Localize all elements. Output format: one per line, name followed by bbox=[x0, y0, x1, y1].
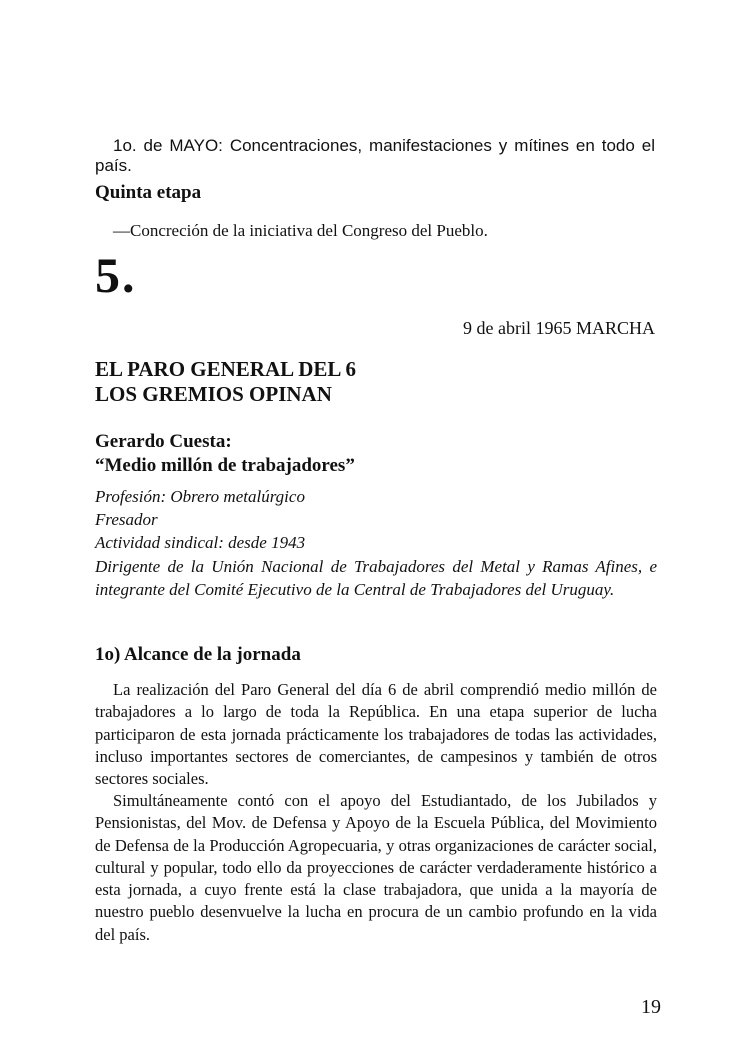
intro-line: 1o. de MAYO: Concentraciones, manifestaciones y mítines en todo el país. bbox=[95, 136, 655, 175]
dateline: 9 de abril 1965 MARCHA bbox=[463, 318, 655, 338]
paragraph-1: La realización del Paro General del día 6 de abril comprendió medio millón de trabajadores a lo largo de toda la República. En una etapa superior de lucha participaron de esta jornada prácticamente los trabajadores de todas las actividades, incluso importantes sectores de comerciantes, de campesinos y también de otros sectores sociales. bbox=[95, 680, 657, 789]
bio-trade: Fresador bbox=[95, 510, 158, 529]
bio-leadership: Dirigente de la Unión Nacional de Trabajadores del Metal y Ramas Afines, e integrante del Comité Ejecutivo de la Central de Trabajadores del Uruguay. bbox=[95, 557, 657, 599]
bio-union-activity: Actividad sindical: desde 1943 bbox=[95, 533, 306, 552]
speaker-name: Gerardo Cuesta: bbox=[95, 431, 232, 452]
paragraph-2: Simultáneamente contó con el apoyo del Estudiantado, de los Jubilados y Pensionistas, del Mov. de Defensa y Apoyo de la Escuela Pública, del Movimiento de Defensa de la Producción Agropecuaria, y otras organizaciones de carácter social, cultural y popular, todo ello da proyecciones de carácter verdaderamente histórico a esta jornada, a cuyo frente está la clase trabajadora, que unida a la mayoría de nuestro pueblo desenvuelve la lucha en procura de un cambio profundo en la vida del país. bbox=[95, 791, 657, 944]
stage-heading: Quinta etapa bbox=[95, 182, 202, 203]
stage-item: —Concreción de la iniciativa del Congreso del Pueblo. bbox=[113, 221, 488, 240]
article-title-line2: LOS GREMIOS OPINAN bbox=[95, 382, 332, 406]
section-number: 5. bbox=[95, 247, 137, 303]
speaker-quote: “Medio millón de trabajadores” bbox=[95, 455, 355, 476]
bio-profession: Profesión: Obrero metalúrgico bbox=[95, 487, 305, 506]
page-number: 19 bbox=[641, 996, 661, 1018]
article-title-line1: EL PARO GENERAL DEL 6 bbox=[95, 357, 357, 381]
section-subheading: 1o) Alcance de la jornada bbox=[95, 644, 301, 665]
